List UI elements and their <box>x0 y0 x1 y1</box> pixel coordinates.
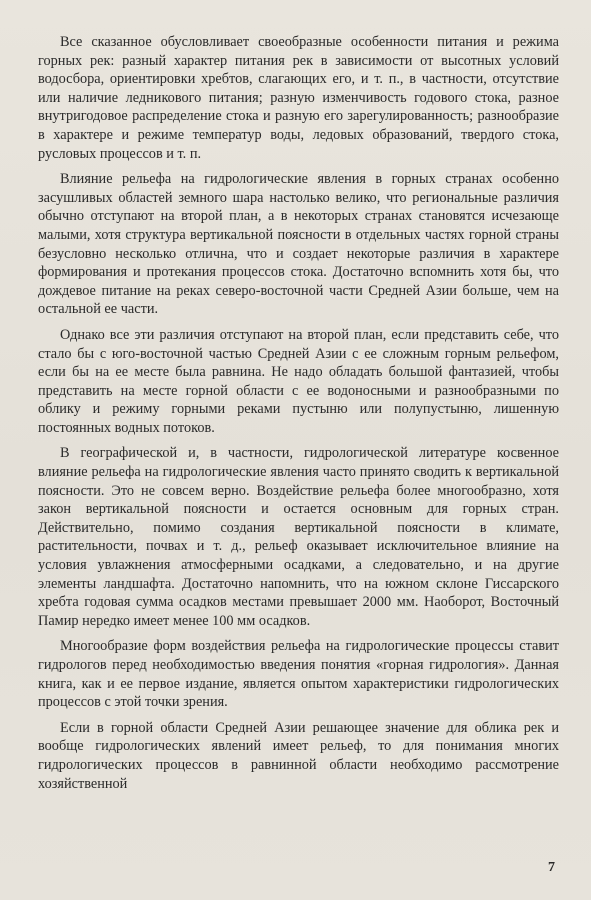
paragraph-1: Все сказанное обусловливает своеобразные особенности питания и режима горных рек: разный характер питания рек в зависимости от высотных условий водосбора, ориентировки хребтов, слагающих его, и т. п., в частности, отсутствие или наличие ледникового питания; разную изменчивость годового стока, разное внутригодовое распределение стока и разную его зарегулированность; разнообразие в характере и режиме температур воды, ледовых образований, твердого стока, русловых процессов и т. п. <box>38 34 559 162</box>
paragraph-2: Влияние рельефа на гидрологические явления в горных странах особенно засушливых областей земного шара настолько велико, что региональные различия обычно отступают на второй план, а в некоторых странах становятся исчезающе малыми, хотя структура вертикальной поясности в отдельных частях горной страны безусловно несколько отлична, что и создает некоторые различия в характере формирования и протекания процессов стока. Достаточно вспомнить хотя бы, что дождевое питание на реках северо-восточной части Средней Азии больше, чем на остальной ее части. <box>38 171 559 318</box>
body-text <box>38 33 559 800</box>
paragraph-4: В географической и, в частности, гидрологической литературе косвенное влияние рельефа на гидрологические явления часто принято сводить к вертикальной поясности. Это не совсем верно. Воздействие рельефа более многообразно, хотя закон вертикальной поясности и остается основным для горных стран. Действительно, помимо создания вертикальной поясности в климате, растительности, почвах и т. д., рельеф оказывает исключительное влияние на условия увлажнения атмосферными осадками, а следовательно, и на другие элементы ландшафта. Достаточно напомнить, что на южном склоне Гиссарского хребта годовая сумма осадков местами превышает 2000 мм. Наоборот, Восточный Памир нередко имеет менее 100 мм осадков. <box>38 445 559 629</box>
paragraph-5: Многообразие форм воздействия рельефа на гидрологические процессы ставит гидрологов перед необходимостью введения понятия «горная гидрология». Данная книга, как и ее первое издание, является опытом характеристики гидрологических процессов с этой точки зрения. <box>38 638 559 711</box>
paragraph-6: Если в горной области Средней Азии решающее значение для облика рек и вообще гидрологических явлений имеет рельеф, то для понимания многих гидрологических процессов в равнинной области необходимо рассмотрение хозяйственной <box>38 719 559 792</box>
page-number: 7 <box>548 860 555 875</box>
paragraph-3: Однако все эти различия отступают на второй план, если представить себе, что стало бы с юго-восточной частью Средней Азии с ее сложным горным рельефом, если бы на ее месте была равнина. Не надо обладать большой фантазией, чтобы представить на месте горной области с ее водоносными и разнообразными по облику и режиму горными реками пустыню или полупустыню, лишенную постоянных водных потоков. <box>38 326 559 436</box>
